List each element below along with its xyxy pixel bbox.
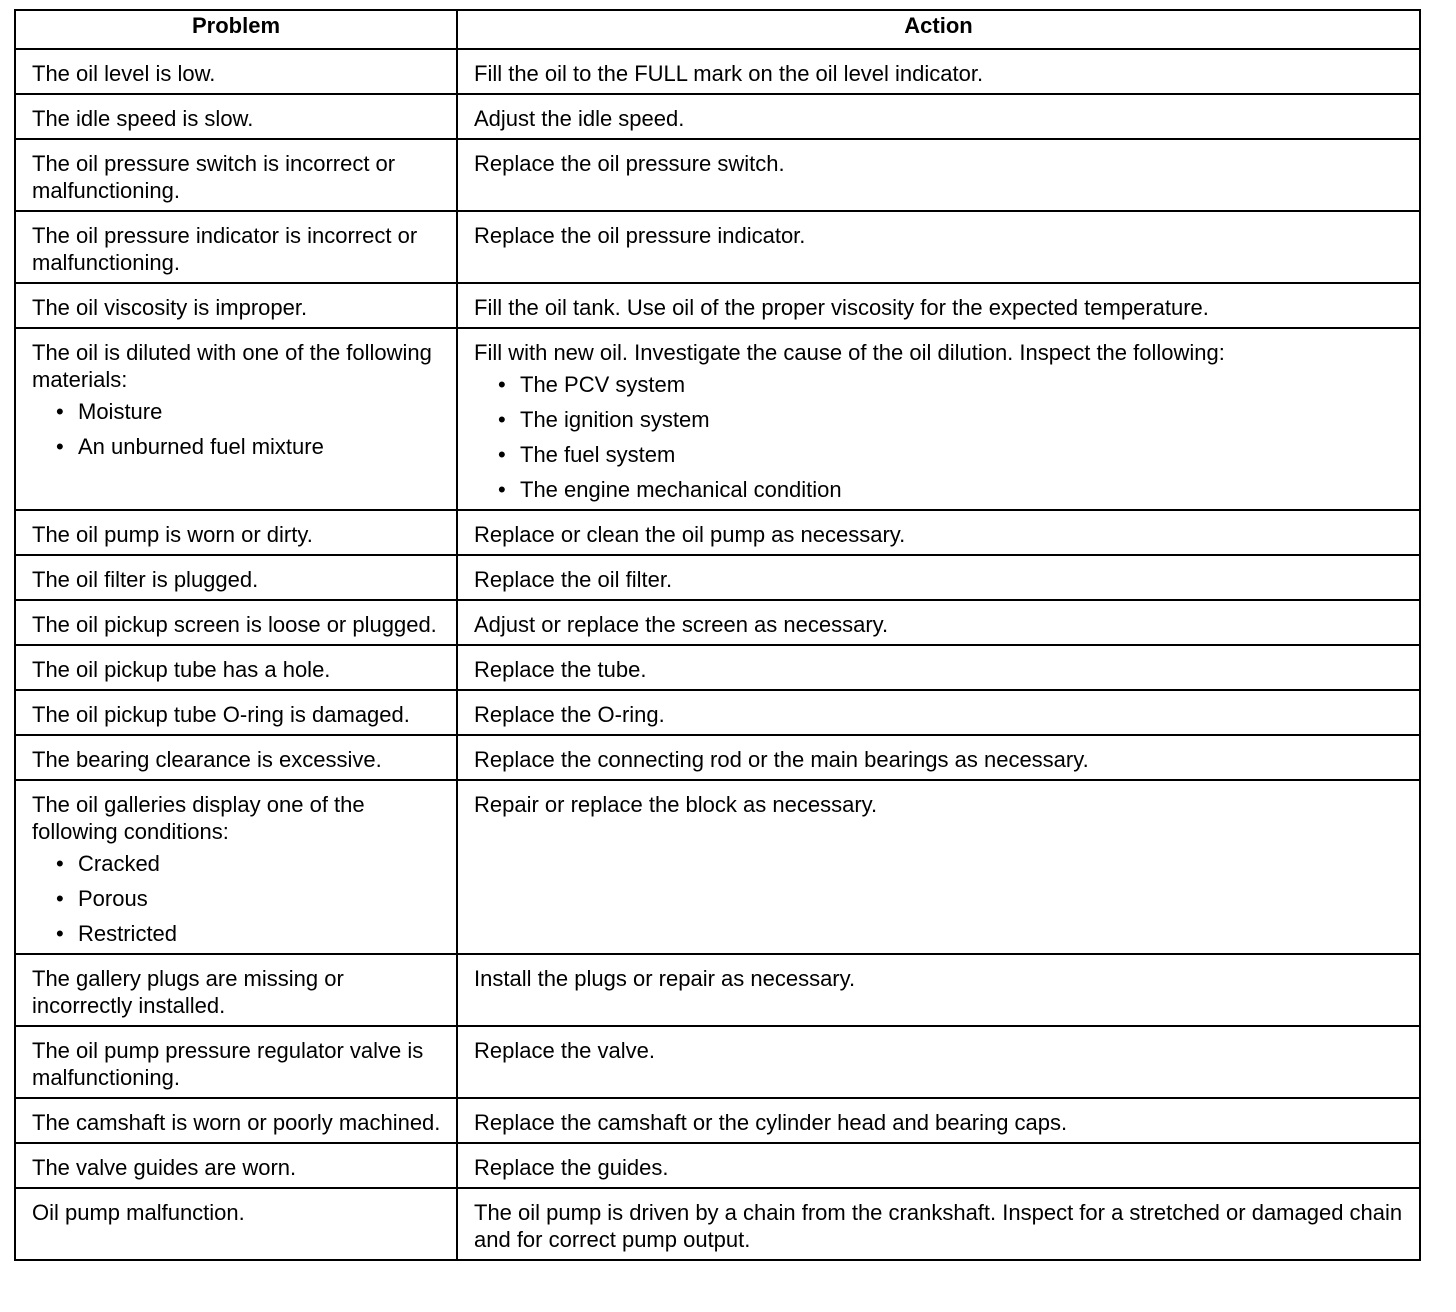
problem-cell [15,139,457,211]
table-row [15,94,1420,139]
table-row [15,600,1420,645]
problem-cell [15,690,457,735]
problem-cell [15,1026,457,1098]
problem-cell [15,780,457,954]
action-cell [457,1143,1420,1188]
action-text: Install the plugs or repair as necessary. [474,966,856,991]
action-cell [457,1026,1420,1098]
problem-text: The oil pickup screen is loose or plugged. [32,612,437,637]
table-row [15,211,1420,283]
action-text: Replace the O-ring. [474,702,665,727]
problem-cell [15,94,457,139]
table-row [15,735,1420,780]
table-row [15,690,1420,735]
problem-text: The idle speed is slow. [32,106,254,131]
action-text: Replace the guides. [474,1155,669,1180]
action-cell [457,780,1420,954]
action-text: Repair or replace the block as necessary. [474,792,878,817]
problem-text: The bearing clearance is excessive. [32,747,382,772]
action-text: The oil pump is driven by a chain from the crankshaft. Inspect for a stretched or damaged chain and for correct pump output. [474,1200,1403,1252]
action-text: Replace the camshaft or the cylinder head and bearing caps. [474,1110,1068,1135]
problem-cell [15,283,457,328]
table-row [15,645,1420,690]
problem-text: The camshaft is worn or poorly machined. [32,1110,441,1135]
action-cell [457,283,1420,328]
problem-bullet-list [32,851,450,947]
action-cell [457,510,1420,555]
action-cell [457,600,1420,645]
problem-text: The oil galleries display one of the following conditions: [32,792,365,844]
problem-text: The oil is diluted with one of the following materials: [32,340,432,392]
action-cell [457,735,1420,780]
table-row [15,49,1420,94]
table-row [15,780,1420,954]
table-row [15,510,1420,555]
action-text: Replace the connecting rod or the main bearings as necessary. [474,747,1089,772]
problem-text: The oil viscosity is improper. [32,295,308,320]
table-row [15,283,1420,328]
action-cell [457,139,1420,211]
table-row [15,1143,1420,1188]
action-cell [457,954,1420,1026]
list-item: • The fuel system [498,442,1413,468]
problem-text: The oil pressure switch is incorrect or malfunctioning. [32,151,396,203]
action-cell [457,690,1420,735]
problem-text: The oil level is low. [32,61,216,86]
action-cell [457,555,1420,600]
list-item: • Restricted [56,921,450,947]
problem-text: The oil filter is plugged. [32,567,259,592]
action-cell [457,1098,1420,1143]
list-item: • Moisture [56,399,450,425]
action-column-header: Action [457,10,1420,49]
diagnostic-table [14,9,1421,1261]
action-text: Fill the oil tank. Use oil of the proper viscosity for the expected temperature. [474,295,1209,320]
action-cell [457,1188,1420,1260]
problem-cell [15,49,457,94]
table-row [15,139,1420,211]
problem-cell [15,600,457,645]
problem-cell [15,211,457,283]
action-cell [457,49,1420,94]
table-header-row [15,10,1420,49]
action-bullet-list [474,372,1413,503]
list-item: • Cracked [56,851,450,877]
problem-cell [15,1188,457,1260]
list-item: • The ignition system [498,407,1413,433]
problem-bullet-list [32,399,450,460]
action-cell [457,645,1420,690]
table-row [15,1098,1420,1143]
problem-cell [15,510,457,555]
action-text: Fill the oil to the FULL mark on the oil level indicator. [474,61,984,86]
list-item: • An unburned fuel mixture [56,434,450,460]
action-text: Replace the tube. [474,657,647,682]
table-row [15,954,1420,1026]
action-text: Replace the valve. [474,1038,655,1063]
table-row [15,555,1420,600]
list-item: • Porous [56,886,450,912]
problem-cell [15,1098,457,1143]
problem-text: The oil pickup tube O-ring is damaged. [32,702,410,727]
problem-cell [15,555,457,600]
problem-text: The oil pickup tube has a hole. [32,657,331,682]
table-row [15,328,1420,510]
action-text: Fill with new oil. Investigate the cause of the oil dilution. Inspect the following: [474,340,1225,365]
action-text: Adjust or replace the screen as necessary. [474,612,889,637]
action-cell [457,211,1420,283]
list-item: • The engine mechanical condition [498,477,1413,503]
action-text: Adjust the idle speed. [474,106,685,131]
action-text: Replace the oil filter. [474,567,673,592]
problem-text: The oil pump pressure regulator valve is malfunctioning. [32,1038,424,1090]
action-text: Replace the oil pressure switch. [474,151,785,176]
action-cell [457,94,1420,139]
problem-cell [15,645,457,690]
problem-cell [15,1143,457,1188]
problem-cell [15,735,457,780]
action-text: Replace the oil pressure indicator. [474,223,806,248]
problem-cell [15,954,457,1026]
problem-column-header: Problem [15,10,457,49]
action-text: Replace or clean the oil pump as necessary. [474,522,906,547]
action-cell [457,328,1420,510]
table-row [15,1026,1420,1098]
problem-text: The oil pump is worn or dirty. [32,522,313,547]
problem-text: Oil pump malfunction. [32,1200,245,1225]
list-item: • The PCV system [498,372,1413,398]
problem-text: The gallery plugs are missing or incorrectly installed. [32,966,344,1018]
problem-cell [15,328,457,510]
problem-text: The oil pressure indicator is incorrect or malfunctioning. [32,223,418,275]
table-row [15,1188,1420,1260]
problem-text: The valve guides are worn. [32,1155,297,1180]
